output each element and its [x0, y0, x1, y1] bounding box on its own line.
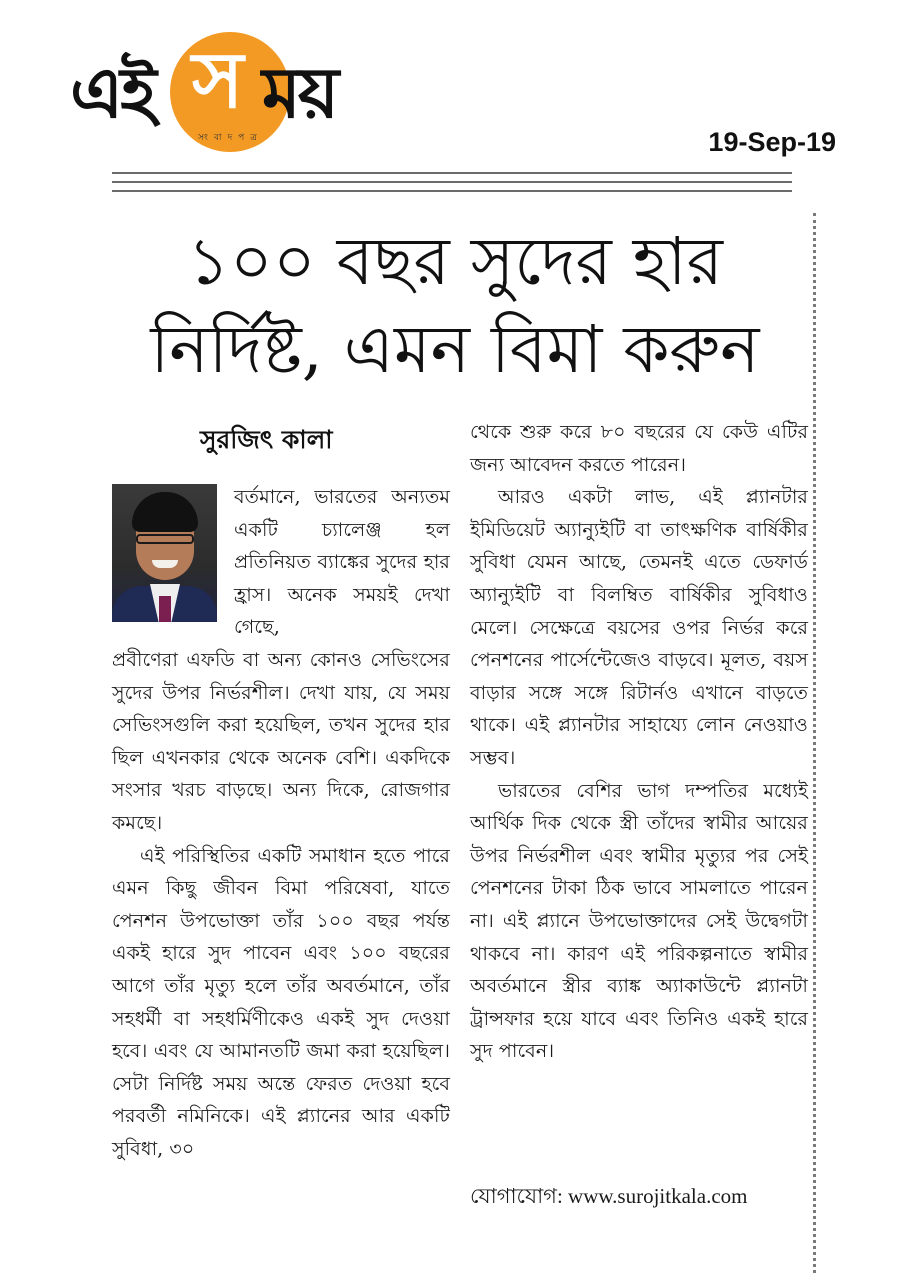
- paragraph: প্রবীণেরা এফডি বা অন্য কোনও সেভিংসের সুদের উপর নির্ভরশীল। দেখা যায়, যে সময় সেভিংসগুলি করা হয়েছিল, তখন সুদের হার ছিল এখনকার থেকে অনেক বেশি। একদিকে সংসার খরচ বাড়ছে। অন্য দিকে, রোজগার কমছে।: [112, 648, 450, 834]
- article-headline: [110, 218, 800, 394]
- rule-line: [112, 190, 792, 192]
- paragraph: এই পরিস্থিতির একটি সমাধান হতে পারে এমন কিছু জীবন বিমা পরিষেবা, যাতে পেনশন উপভোক্তা তাঁর ১০০ বছর পর্যন্ত একই হারে সুদ পাবেন এবং ১০০ বছরের আগে তাঁর মৃত্যু হলে তাঁর অবর্তমানে, তাঁর সহধর্মী বা সহধর্মিণীকেও একই সুদ দেওয়া হবে। এবং যে আমানতটি জমা করা হয়েছিল। সেটা নির্দিষ্ট সময় অন্তে ফেরত দেওয়া হবে পরবর্তী নমিনিকে। এই প্ল্যানের আর একটি সুবিধা, ৩০: [112, 843, 450, 1160]
- newspaper-masthead: [70, 30, 360, 160]
- dotted-column-separator: [813, 213, 816, 1273]
- photo-tie: [159, 596, 171, 622]
- author-byline: সুরজিৎ কালা: [200, 425, 333, 454]
- publication-date: 19-Sep-19: [708, 127, 836, 157]
- paragraph: বর্তমানে, ভারতের অন্যতম একটি চ্যালেঞ্জ হল প্রতিনিয়ত ব্যাঙ্কের সুদের হার হ্রাস। অনেক সময়ই দেখা গেছে,: [234, 485, 450, 639]
- headline-line-1: ১০০ বছর সুদের হার: [187, 223, 723, 300]
- photo-glasses: [136, 534, 194, 544]
- rule-line: [112, 181, 792, 183]
- contact-label: যোগাযোগ:: [470, 1184, 563, 1208]
- article-column-2: [470, 416, 808, 1068]
- header-rule-lines: [112, 172, 792, 199]
- paragraph: ভারতের বেশির ভাগ দম্পতির মধ্যেই আর্থিক দিক থেকে স্ত্রী তাঁদের স্বামীর আয়ের উপর নির্ভরশীল এবং স্বামীর মৃত্যুর পর সেই পেনশনের টাকা ঠিক ভাবে সামলাতে পারেন না। এই প্ল্যানে উপভোক্তাদের সেই উদ্বেগটা থাকবে না। কারণ এই পরিকল্পনাতে স্বামীর অবর্তমানে স্ত্রীর ব্যাঙ্ক অ্যাকাউন্টে প্ল্যানটা ট্রান্সফার হয়ে যাবে এবং তিনিও একই হারে সুদ পাবেন।: [470, 778, 808, 1063]
- logo-tagline: সংবাদপত্র: [198, 133, 263, 143]
- contact-line: [470, 1180, 747, 1215]
- headline-line-2: নির্দিষ্ট, এমন বিমা করুন: [150, 311, 760, 388]
- photo-smile: [152, 560, 178, 568]
- author-photo: [112, 484, 217, 622]
- article-column-1: [112, 644, 450, 1166]
- logo-text-left: এই: [70, 52, 154, 134]
- contact-url: www.surojitkala.com: [568, 1184, 748, 1208]
- photo-hair: [132, 492, 198, 532]
- paragraph: থেকে শুরু করে ৮০ বছরের যে কেউ এটির জন্য আবেদন করতে পারেন।: [470, 420, 808, 476]
- rule-line: [112, 172, 792, 174]
- logo-text-right: ময়: [262, 52, 337, 134]
- logo-text-highlight: স: [192, 36, 244, 126]
- paragraph: আরও একটা লাভ, এই প্ল্যানটার ইমিডিয়েট অ্যান্যুইটি বা তাৎক্ষণিক বার্ষিকীর সুবিধা যেমন আছে, তেমনই এতে ডেফার্ড অ্যান্যুইটি বা বিলম্বিত বার্ষিকীর সুবিধাও মেলে। সেক্ষেত্রে বয়সের ওপর নির্ভর করে পেনশনের পার্সেন্টেজেও বাড়বে। মূলত, বয়স বাড়ার সঙ্গে সঙ্গে রিটার্নও এখানে বাড়তে থাকে। এই প্ল্যানটার সাহায্যে লোন নেওয়াও সম্ভব।: [470, 485, 808, 769]
- article-intro-beside-photo: [234, 481, 450, 644]
